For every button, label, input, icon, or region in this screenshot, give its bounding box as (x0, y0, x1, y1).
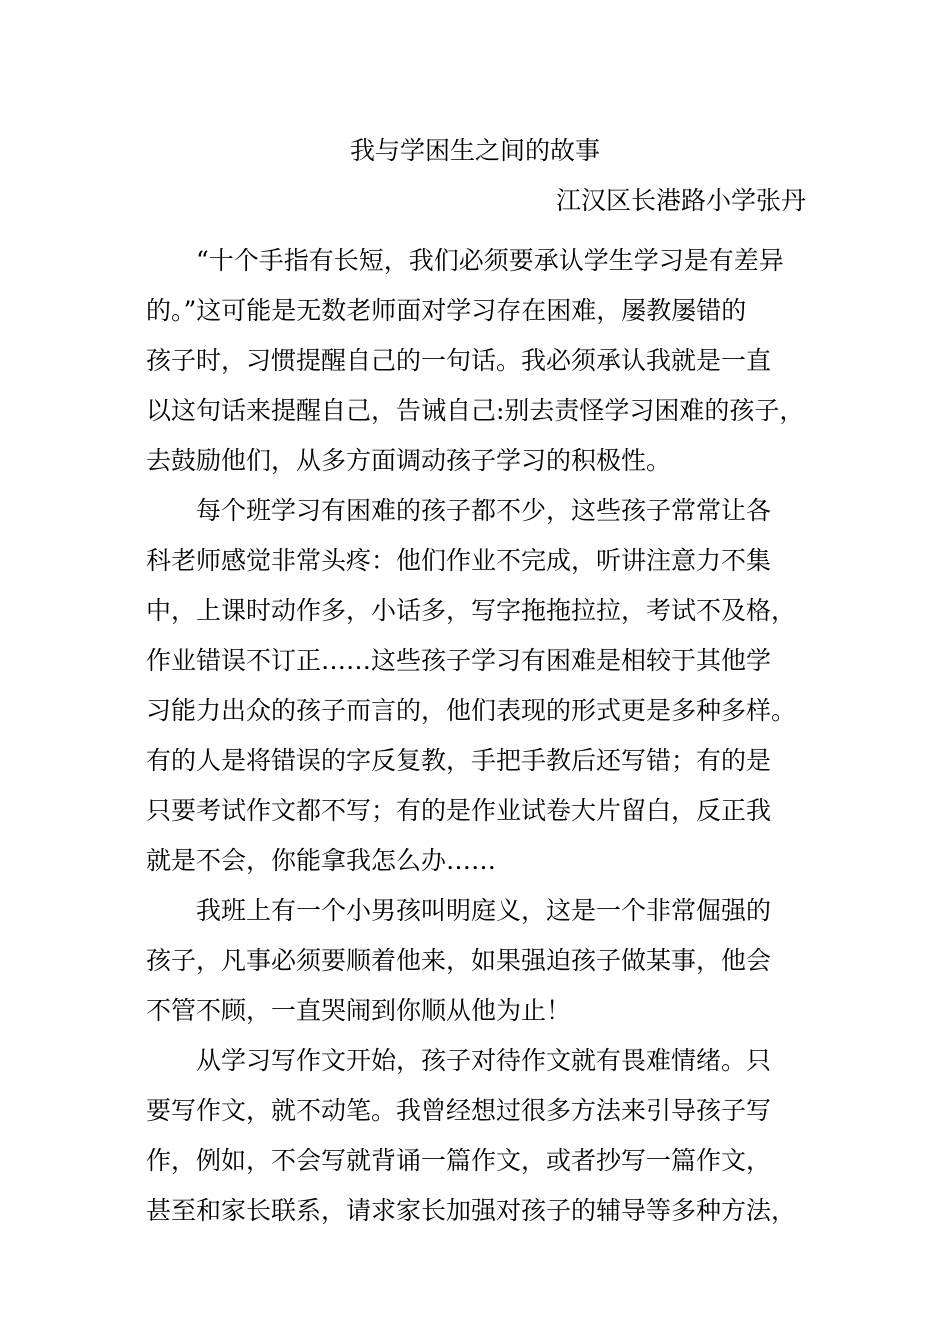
text-line: 甚至和家长联系，请求家长加强对孩子的辅导等多种方法， (146, 1196, 797, 1225)
text-line: 每个班学习有困难的孩子都不少，这些孩子常常让各 (196, 496, 772, 525)
author-line: 江汉区长港路小学张丹 (555, 186, 806, 215)
document-title: 我与学困生之间的故事 (349, 136, 600, 165)
text-line: 有的人是将错误的字反复教，手把手教后还写错；有的是 (146, 746, 772, 775)
text-line: 孩子，凡事必须要顺着他来，如果强迫孩子做某事，他会 (146, 946, 772, 975)
body-text (146, 236, 808, 1236)
text-line: 不管不顾，一直哭闹到你顺从他为止！ (146, 996, 572, 1025)
text-line: 孩子时，习惯提醒自己的一句话。我必须承认我就是一直 (146, 346, 772, 375)
text-line: “十个手指有长短，我们必须要承认学生学习是有差异 (196, 246, 784, 275)
text-line: 我班上有一个小男孩叫明庭义，这是一个非常倔强的 (196, 896, 772, 925)
text-line: 中，上课时动作多，小话多，写字拖拖拉拉，考试不及格， (146, 596, 797, 625)
text-line: 只要考试作文都不写；有的是作业试卷大片留白，反正我 (146, 796, 772, 825)
text-line: 作业错误不订正……这些孩子学习有困难是相较于其他学 (146, 646, 772, 675)
text-line: 以这句话来提醒自己，告诫自己:别去责怪学习困难的孩子， (146, 396, 805, 425)
text-line: 从学习写作文开始，孩子对待作文就有畏难情绪。只 (196, 1046, 772, 1075)
text-line: 习能力出众的孩子而言的，他们表现的形式更是多种多样。 (146, 696, 797, 725)
text-line: 的。”这可能是无数老师面对学习存在困难，屡教屡错的 (146, 296, 747, 325)
text-line: 去鼓励他们，从多方面调动孩子学习的积极性。 (146, 446, 672, 475)
text-line: 作，例如，不会写就背诵一篇作文，或者抄写一篇作文， (146, 1146, 772, 1175)
text-line: 要写作文，就不动笔。我曾经想过很多方法来引导孩子写 (146, 1096, 772, 1125)
text-line: 科老师感觉非常头疼：他们作业不完成，听讲注意力不集 (146, 546, 772, 575)
text-line: 就是不会，你能拿我怎么办…… (146, 846, 497, 875)
